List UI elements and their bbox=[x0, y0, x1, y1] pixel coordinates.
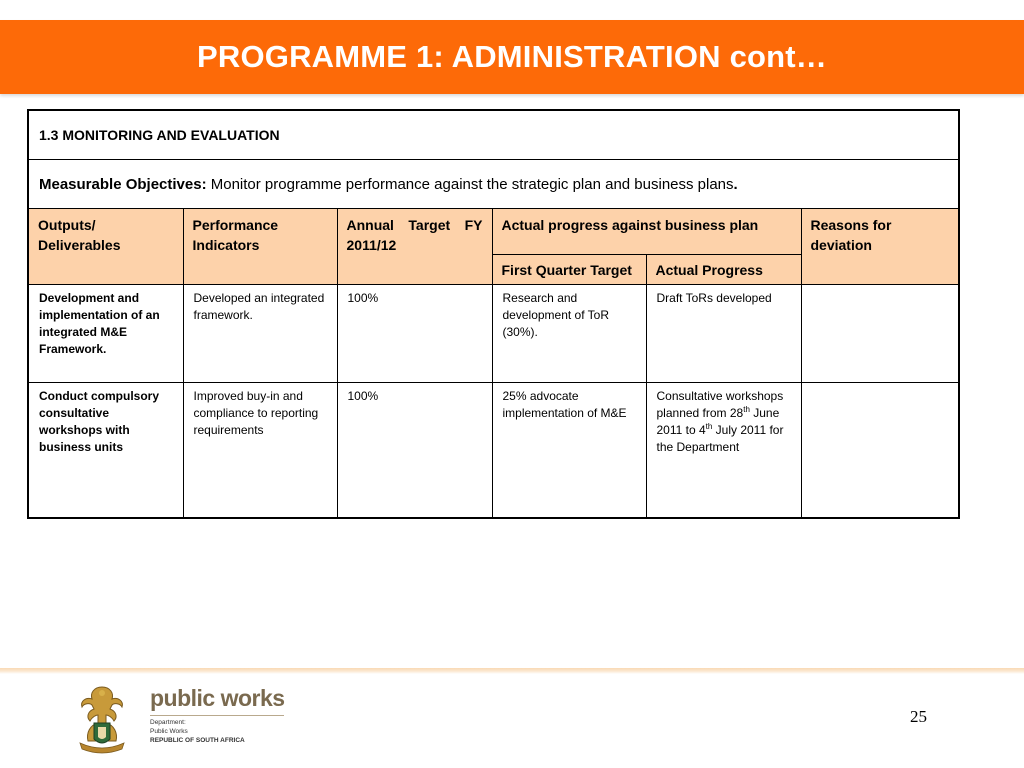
page-title: PROGRAMME 1: ADMINISTRATION cont… bbox=[196, 39, 828, 74]
ordinal-suffix: th bbox=[705, 422, 713, 431]
cell-annual-target: 100% bbox=[337, 285, 492, 383]
cell-indicator: Improved buy-in and compliance to reporting requirements bbox=[183, 383, 337, 519]
header-actual-progress: Actual Progress bbox=[646, 255, 801, 285]
cell-q1-target: Research and development of ToR (30%). bbox=[492, 285, 646, 383]
actual-text-part: July 2011 for the Department bbox=[656, 423, 784, 454]
header-annual-target: Annual Target FY 2011/12 bbox=[337, 209, 492, 285]
cell-output: Development and implementation of an integrated M&E Framework. bbox=[28, 285, 183, 383]
header-actual-progress-group: Actual progress against business plan bbox=[492, 209, 801, 255]
coat-of-arms-icon bbox=[72, 683, 132, 755]
header-first-quarter-target: First Quarter Target bbox=[492, 255, 646, 285]
logo-line-department: Department: bbox=[150, 719, 186, 726]
page-number: 25 bbox=[910, 707, 927, 726]
header-reasons: Reasons for deviation bbox=[801, 209, 959, 285]
section-row bbox=[28, 110, 959, 160]
cell-indicator: Developed an integrated framework. bbox=[183, 285, 337, 383]
cell-output: Conduct compulsory consultative workshops with business units bbox=[28, 383, 183, 519]
objective-text: Monitor programme performance against the strategic plan and business plans bbox=[206, 175, 734, 193]
cell-q1-target: 25% advocate implementation of M&E bbox=[492, 383, 646, 519]
cell-annual-target: 100% bbox=[337, 383, 492, 519]
actual-text-part: June 2011 to 4 bbox=[656, 406, 780, 437]
measurable-objectives bbox=[28, 160, 959, 209]
title-bar bbox=[0, 20, 1024, 94]
table-row bbox=[28, 285, 959, 383]
logo-rule bbox=[150, 715, 284, 716]
logo-line-republic: REPUBLIC OF SOUTH AFRICA bbox=[150, 737, 245, 744]
section-heading: 1.3 MONITORING AND EVALUATION bbox=[28, 110, 959, 160]
logo-title: public works bbox=[150, 685, 285, 711]
cell-reason bbox=[801, 285, 959, 383]
objective-row bbox=[28, 160, 959, 209]
objective-label: Measurable Objectives: bbox=[39, 175, 207, 193]
ordinal-suffix: th bbox=[743, 405, 750, 414]
public-works-logo bbox=[72, 683, 302, 755]
header-outputs: Outputs/ Deliverables bbox=[28, 209, 183, 285]
objective-end: . bbox=[733, 175, 738, 193]
header-indicators: Performance Indicators bbox=[183, 209, 337, 285]
actual-text-part: Consultative workshops planned from 28 bbox=[656, 389, 784, 420]
logo-line-public-works: Public Works bbox=[150, 728, 188, 735]
monitoring-evaluation-table-container bbox=[27, 109, 958, 519]
monitoring-evaluation-table bbox=[27, 109, 960, 519]
cell-reason bbox=[801, 383, 959, 519]
footer-divider bbox=[0, 668, 1024, 674]
table-row bbox=[28, 383, 959, 519]
cell-actual-progress: Draft ToRs developed bbox=[646, 285, 801, 383]
cell-actual-progress bbox=[646, 383, 801, 519]
table-header-row bbox=[28, 209, 959, 255]
